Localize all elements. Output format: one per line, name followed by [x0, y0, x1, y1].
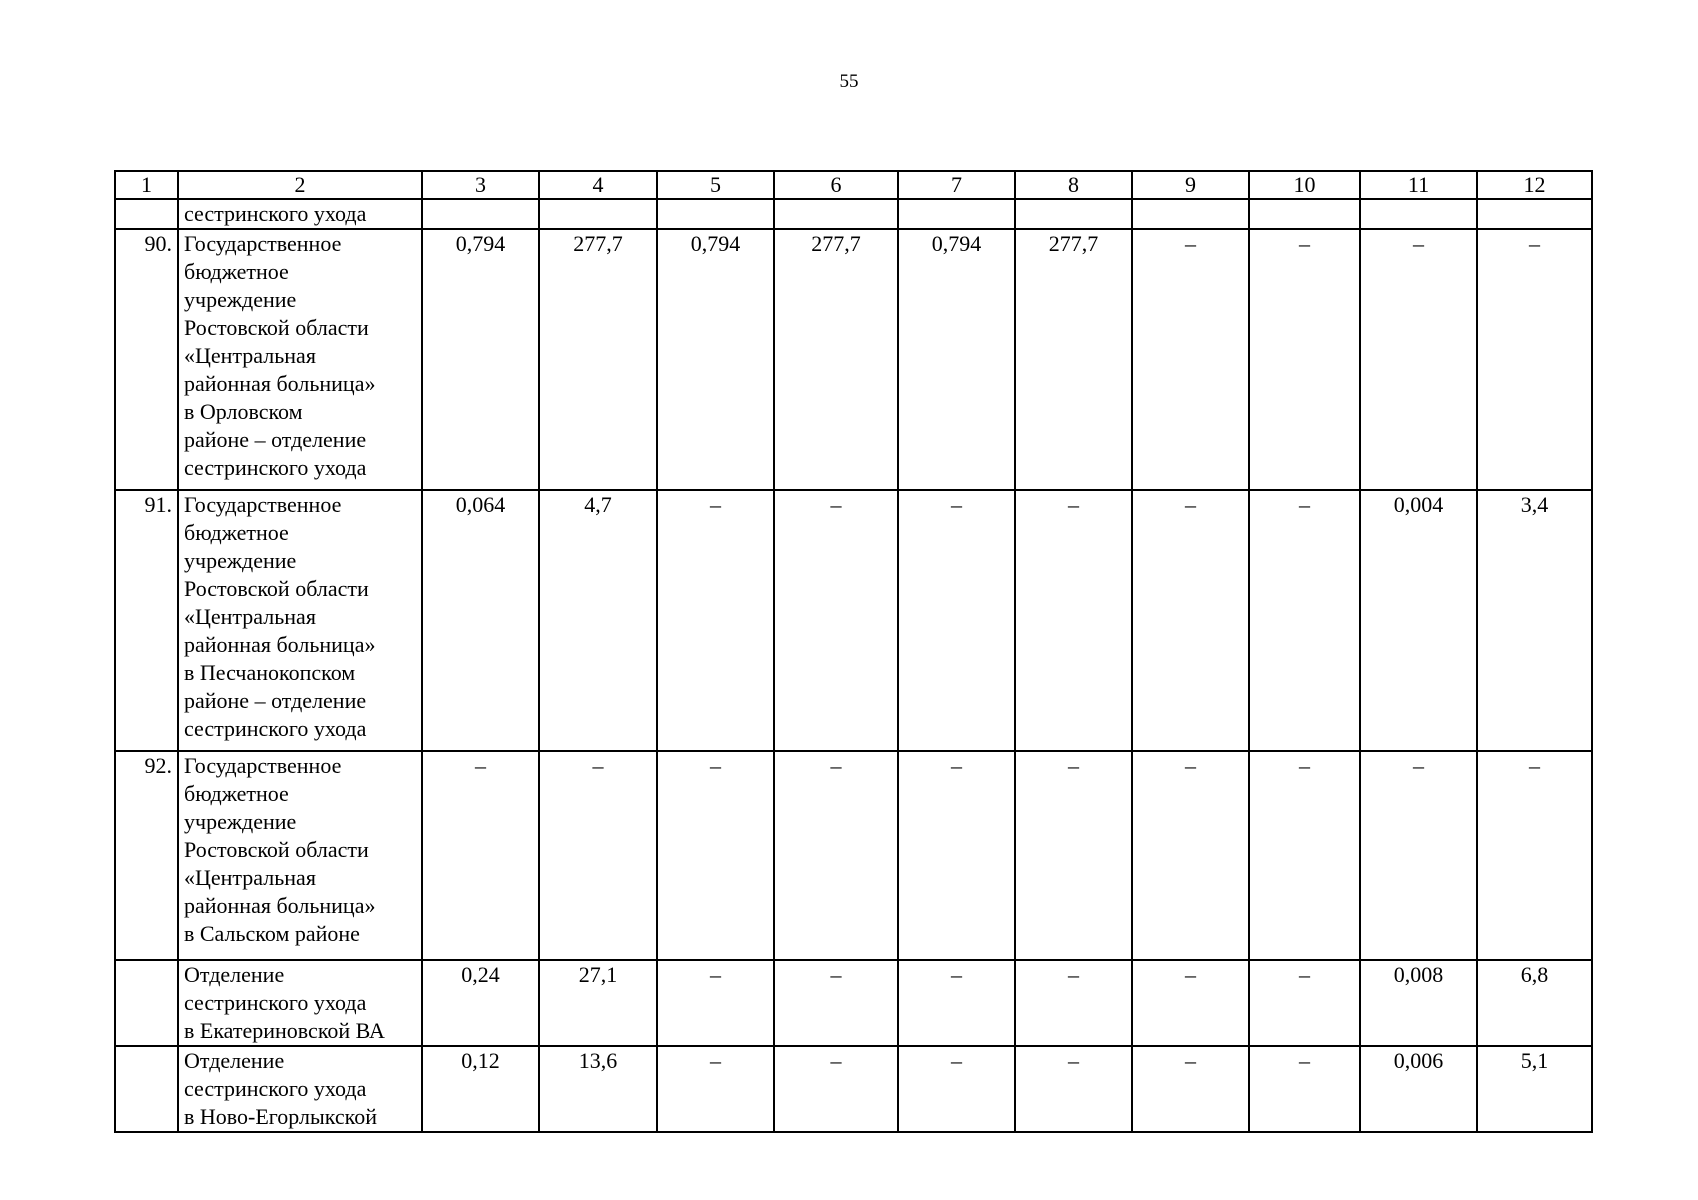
column-header: 10 — [1249, 171, 1360, 199]
value-cell-col-4: 4,7 — [539, 490, 657, 751]
table-body — [115, 171, 1592, 1132]
column-header: 11 — [1360, 171, 1477, 199]
value-cell-col-10 — [1249, 199, 1360, 229]
value-cell-col-11: 0,004 — [1360, 490, 1477, 751]
page-number: 55 — [839, 71, 859, 92]
value-cell-col-10: – — [1249, 490, 1360, 751]
value-cell-col-8: – — [1015, 960, 1132, 1046]
value-cell-col-11 — [1360, 199, 1477, 229]
value-cell-col-5: – — [657, 490, 774, 751]
value-cell-col-3: 0,24 — [422, 960, 539, 1046]
institution-name: Государственное бюджетное учреждение Ростовской области «Центральная районная больница» в Орловском районе – отделение сестринского ухода — [178, 229, 422, 490]
value-cell-col-7: 0,794 — [898, 229, 1015, 490]
value-cell-col-9: – — [1132, 229, 1249, 490]
table-row — [115, 1046, 1592, 1132]
value-cell-col-9: – — [1132, 490, 1249, 751]
value-cell-col-9: – — [1132, 960, 1249, 1046]
table-row — [115, 960, 1592, 1046]
value-cell-col-3: – — [422, 751, 539, 960]
row-number: 92. — [115, 751, 178, 960]
column-header: 7 — [898, 171, 1015, 199]
value-cell-col-4: 13,6 — [539, 1046, 657, 1132]
value-cell-col-12: 3,4 — [1477, 490, 1592, 751]
column-number-row — [115, 171, 1592, 199]
value-cell-col-11: – — [1360, 229, 1477, 490]
row-number — [115, 960, 178, 1046]
value-cell-col-4: – — [539, 751, 657, 960]
value-cell-col-11: 0,008 — [1360, 960, 1477, 1046]
column-header: 3 — [422, 171, 539, 199]
row-number — [115, 1046, 178, 1132]
value-cell-col-11: – — [1360, 751, 1477, 960]
value-cell-col-6: – — [774, 960, 898, 1046]
value-cell-col-8: 277,7 — [1015, 229, 1132, 490]
institution-name: Государственное бюджетное учреждение Ростовской области «Центральная районная больница» в Песчанокопском районе – отделение сестринского ухода — [178, 490, 422, 751]
table-row — [115, 751, 1592, 960]
data-table — [114, 170, 1593, 1133]
value-cell-col-6: – — [774, 751, 898, 960]
value-cell-col-10: – — [1249, 960, 1360, 1046]
column-header: 5 — [657, 171, 774, 199]
column-header: 8 — [1015, 171, 1132, 199]
value-cell-col-11: 0,006 — [1360, 1046, 1477, 1132]
institution-name: Государственное бюджетное учреждение Ростовской области «Центральная районная больница» в Сальском районе — [178, 751, 422, 960]
institution-name: сестринского ухода — [178, 199, 422, 229]
value-cell-col-8: – — [1015, 751, 1132, 960]
value-cell-col-8: – — [1015, 1046, 1132, 1132]
value-cell-col-5: 0,794 — [657, 229, 774, 490]
table-row — [115, 490, 1592, 751]
value-cell-col-5: – — [657, 960, 774, 1046]
value-cell-col-4: 27,1 — [539, 960, 657, 1046]
value-cell-col-7: – — [898, 490, 1015, 751]
institution-name: Отделение сестринского ухода в Ново-Егорлыкской — [178, 1046, 422, 1132]
column-header: 9 — [1132, 171, 1249, 199]
value-cell-col-8: – — [1015, 490, 1132, 751]
table-row — [115, 229, 1592, 490]
value-cell-col-9 — [1132, 199, 1249, 229]
value-cell-col-7: – — [898, 960, 1015, 1046]
value-cell-col-12: 5,1 — [1477, 1046, 1592, 1132]
value-cell-col-7: – — [898, 1046, 1015, 1132]
row-number: 90. — [115, 229, 178, 490]
value-cell-col-4: 277,7 — [539, 229, 657, 490]
value-cell-col-3: 0,12 — [422, 1046, 539, 1132]
value-cell-col-12: – — [1477, 751, 1592, 960]
column-header: 2 — [178, 171, 422, 199]
value-cell-col-5: – — [657, 751, 774, 960]
value-cell-col-12: 6,8 — [1477, 960, 1592, 1046]
value-cell-col-10: – — [1249, 229, 1360, 490]
value-cell-col-7: – — [898, 751, 1015, 960]
value-cell-col-5: – — [657, 1046, 774, 1132]
value-cell-col-10: – — [1249, 751, 1360, 960]
column-header: 6 — [774, 171, 898, 199]
table-row — [115, 199, 1592, 229]
value-cell-col-10: – — [1249, 1046, 1360, 1132]
value-cell-col-12: – — [1477, 229, 1592, 490]
value-cell-col-12 — [1477, 199, 1592, 229]
column-header: 1 — [115, 171, 178, 199]
value-cell-col-8 — [1015, 199, 1132, 229]
value-cell-col-4 — [539, 199, 657, 229]
value-cell-col-3 — [422, 199, 539, 229]
value-cell-col-6: – — [774, 1046, 898, 1132]
value-cell-col-3: 0,794 — [422, 229, 539, 490]
value-cell-col-6: 277,7 — [774, 229, 898, 490]
value-cell-col-9: – — [1132, 751, 1249, 960]
row-number: 91. — [115, 490, 178, 751]
value-cell-col-5 — [657, 199, 774, 229]
value-cell-col-9: – — [1132, 1046, 1249, 1132]
column-header: 4 — [539, 171, 657, 199]
row-number — [115, 199, 178, 229]
value-cell-col-3: 0,064 — [422, 490, 539, 751]
value-cell-col-7 — [898, 199, 1015, 229]
column-header: 12 — [1477, 171, 1592, 199]
institution-name: Отделение сестринского ухода в Екатериновской ВА — [178, 960, 422, 1046]
value-cell-col-6: – — [774, 490, 898, 751]
value-cell-col-6 — [774, 199, 898, 229]
